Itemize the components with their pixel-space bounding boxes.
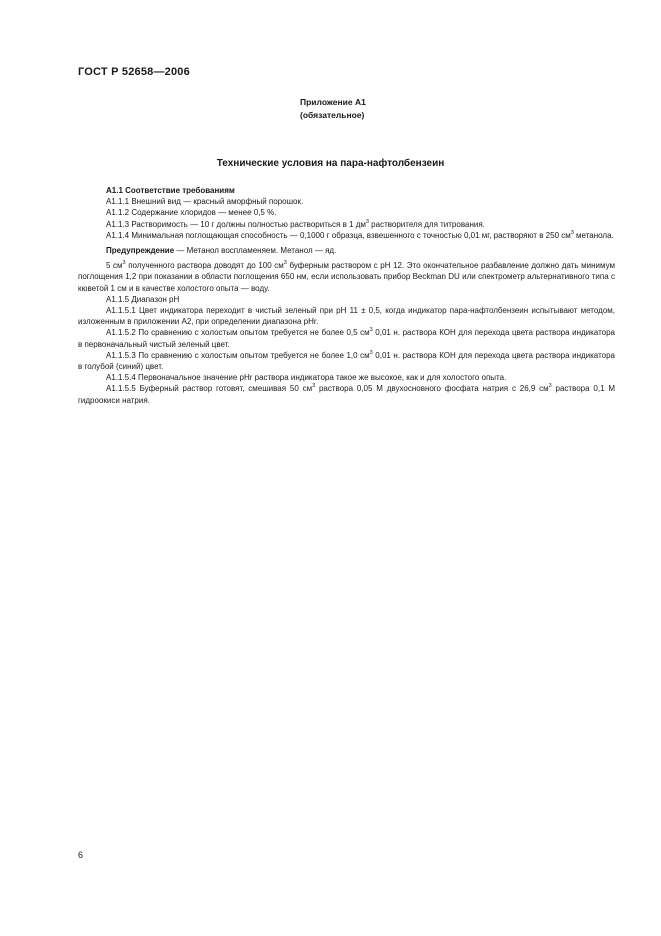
warning-note: Предупреждение — Метанол воспламеняем. Метанол — яд. — [106, 246, 337, 256]
page-number: 6 — [78, 850, 84, 860]
annex-heading — [300, 96, 390, 122]
annex-body — [78, 185, 615, 406]
clause-a1-1-2: А1.1.2 Содержание хлоридов — менее 0,5 %. — [106, 208, 277, 218]
document-code: ГОСТ Р 52658—2006 — [78, 66, 190, 78]
clause-a1-1-5-5: А1.1.5.5 Буферный раствор готовят, смешивая 50 $см^3$ раствора 0,05 М двухосновного фосфата натрия с 26,9 $см^3$ раствора 0,1 М гидроокиси натрия. — [78, 383, 615, 405]
clause-a1-1-4: А1.1.4 Минимальная поглощающая способность — 0,1000 г образца, взвешенного с точностью 0,01 мг, растворяют в 250 $см^3$ метанола. — [106, 229, 614, 240]
clause-a1-1-1: А1.1.1 Внешний вид — красный аморфный порошок. — [106, 197, 304, 207]
annex-title: Технические условия на пара-нафтолбензеин — [216, 158, 445, 169]
warning-label: Предупреждение — [106, 246, 175, 256]
section-heading-a1-1: А1.1 Соответствие требованиям — [106, 186, 235, 195]
annex-status: (обязательное) — [300, 110, 365, 120]
dilution-paragraph: 5 $см^3$ полученного раствора доводят до 100 $см^3$ буферным раствором с pH 12. Это окончательное разбавление должно дать минимум поглощения 1,2 при показании в области поглощения 650 нм, если использовать прибор Beckman DU или спектрометр альтернативного типа с кюветой 1 см и в качестве холостого опыта — воду. — [78, 260, 616, 293]
clause-a1-1-5-1: А1.1.5.1 Цвет индикатора переходит в чистый зеленый при pH 11 ± 0,5, когда индикатор пара-нафтолбензеин испытывают методом, изложенным в приложении А2, при определении диапазона pHr. — [78, 306, 615, 327]
annex-label: Приложение А1 — [300, 97, 366, 107]
clause-a1-1-5-2: А1.1.5.2 По сравнению с холостым опытом требуется не более 0,5 $см^3$ 0,01 н. раствора КОН для перехода цвета раствора индикатора в первоначальный чистый зеленый цвет. — [78, 327, 615, 349]
clause-a1-1-5-4: А1.1.5.4 Первоначальное значение pHr раствора индикатора такое же высокое, как и для холостого опыта. — [106, 373, 507, 383]
clause-a1-1-3: А1.1.3 Растворимость — 10 г должны полностью раствориться в 1 $дм^3$ растворителя для титрования. — [106, 218, 485, 229]
clause-a1-1-5-3: А1.1.5.3 По сравнению с холостым опытом требуется не более 1,0 $см^3$ 0,01 н. раствора КОН для перехода цвета раствора индикатора в голубой (синий) цвет. — [78, 349, 615, 372]
clause-a1-1-5: А1.1.5 Диапазон pH — [106, 294, 180, 304]
